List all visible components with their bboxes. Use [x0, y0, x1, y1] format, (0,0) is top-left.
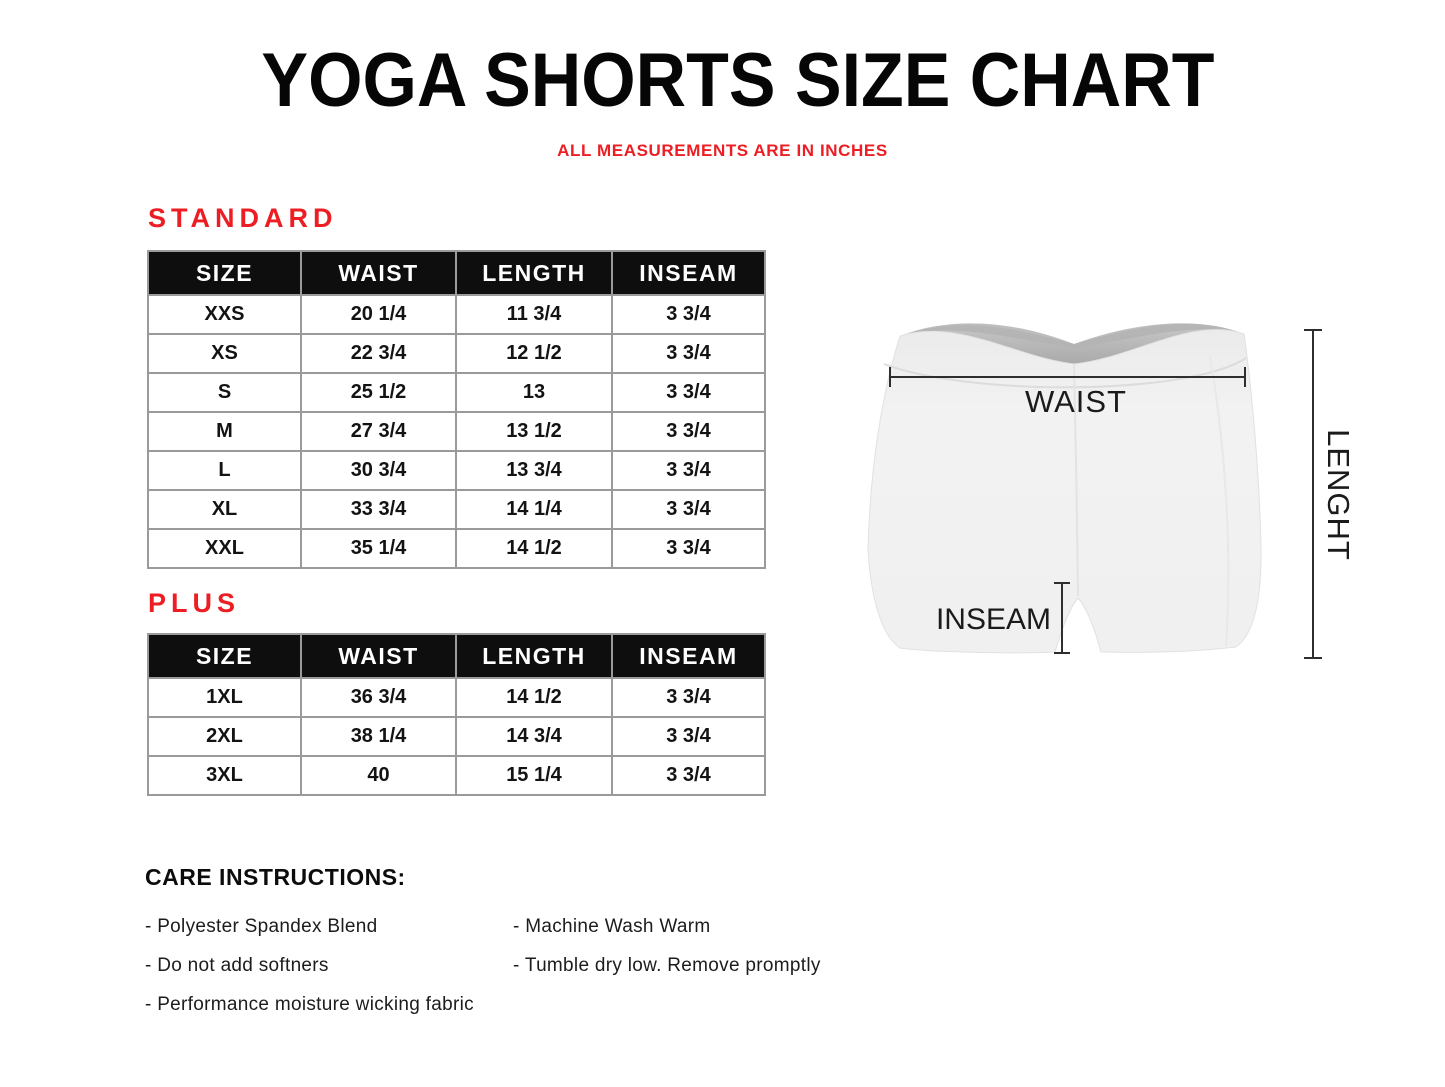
table-row [148, 334, 765, 373]
table-cell: 14 3/4 [456, 717, 612, 756]
table-cell: S [148, 373, 301, 412]
table-cell: 3 3/4 [612, 295, 765, 334]
table-cell: XXS [148, 295, 301, 334]
table-cell: 14 1/4 [456, 490, 612, 529]
care-instruction-item: - Machine Wash Warm [513, 916, 711, 937]
table-cell: 11 3/4 [456, 295, 612, 334]
table-header-row [148, 251, 765, 295]
table-cell: XXL [148, 529, 301, 568]
shorts-front [868, 330, 1261, 653]
shorts-image [858, 300, 1418, 680]
care-instruction-item: - Performance moisture wicking fabric [145, 994, 474, 1015]
standard-size-table [147, 250, 766, 569]
table-header-row [148, 634, 765, 678]
table-cell: 40 [301, 756, 456, 795]
table-cell: 3 3/4 [612, 490, 765, 529]
care-instruction-item: - Tumble dry low. Remove promptly [513, 955, 821, 976]
table-cell: 3 3/4 [612, 756, 765, 795]
table-header-cell: INSEAM [612, 634, 765, 678]
table-cell: 13 3/4 [456, 451, 612, 490]
table-cell: 2XL [148, 717, 301, 756]
standard-section-heading: STANDARD [148, 203, 338, 233]
plus-section-heading: PLUS [148, 588, 241, 618]
table-cell: 3 3/4 [612, 412, 765, 451]
table-header-cell: WAIST [301, 634, 456, 678]
table-row [148, 756, 765, 795]
waist-label: WAIST [1024, 384, 1128, 419]
table-cell: L [148, 451, 301, 490]
table-cell: 3XL [148, 756, 301, 795]
table-cell: 25 1/2 [301, 373, 456, 412]
table-cell: 27 3/4 [301, 412, 456, 451]
table-cell: 13 [456, 373, 612, 412]
table-cell: 20 1/4 [301, 295, 456, 334]
table-header-cell: SIZE [148, 251, 301, 295]
table-cell: 3 3/4 [612, 334, 765, 373]
table-cell: 3 3/4 [612, 717, 765, 756]
table-cell: 3 3/4 [612, 529, 765, 568]
table-row [148, 373, 765, 412]
table-cell: 14 1/2 [456, 678, 612, 717]
table-header-cell: INSEAM [612, 251, 765, 295]
page-title [15, 38, 1445, 123]
care-instructions-heading: CARE INSTRUCTIONS: [145, 864, 406, 890]
table-cell: 33 3/4 [301, 490, 456, 529]
care-instruction-item: - Do not add softners [145, 955, 329, 976]
table-cell: 3 3/4 [612, 451, 765, 490]
table-cell: 22 3/4 [301, 334, 456, 373]
table-cell: XL [148, 490, 301, 529]
table-cell: 3 3/4 [612, 373, 765, 412]
table-header-cell: WAIST [301, 251, 456, 295]
table-cell: 15 1/4 [456, 756, 612, 795]
table-cell: 12 1/2 [456, 334, 612, 373]
table-cell: 14 1/2 [456, 529, 612, 568]
care-instruction-item: - Polyester Spandex Blend [145, 916, 378, 937]
table-cell: M [148, 412, 301, 451]
length-label: LENGHT [1321, 429, 1356, 561]
table-cell: 35 1/4 [301, 529, 456, 568]
length-dimension-line [1304, 330, 1322, 658]
measurement-note: ALL MEASUREMENTS ARE IN INCHES [557, 141, 888, 160]
table-row [148, 529, 765, 568]
table-cell: 30 3/4 [301, 451, 456, 490]
table-header-cell: LENGTH [456, 251, 612, 295]
table-cell: 38 1/4 [301, 717, 456, 756]
table-row [148, 717, 765, 756]
table-cell: XS [148, 334, 301, 373]
table-cell: 36 3/4 [301, 678, 456, 717]
page-title-text: YOGA SHORTS SIZE CHART [260, 38, 1215, 123]
plus-size-table [147, 633, 766, 796]
table-row [148, 678, 765, 717]
table-cell: 1XL [148, 678, 301, 717]
table-row [148, 412, 765, 451]
table-header-cell: SIZE [148, 634, 301, 678]
table-row [148, 295, 765, 334]
table-cell: 13 1/2 [456, 412, 612, 451]
table-row [148, 490, 765, 529]
inseam-label: INSEAM [935, 603, 1051, 636]
table-row [148, 451, 765, 490]
table-header-cell: LENGTH [456, 634, 612, 678]
shorts-figure [858, 300, 1418, 680]
table-cell: 3 3/4 [612, 678, 765, 717]
